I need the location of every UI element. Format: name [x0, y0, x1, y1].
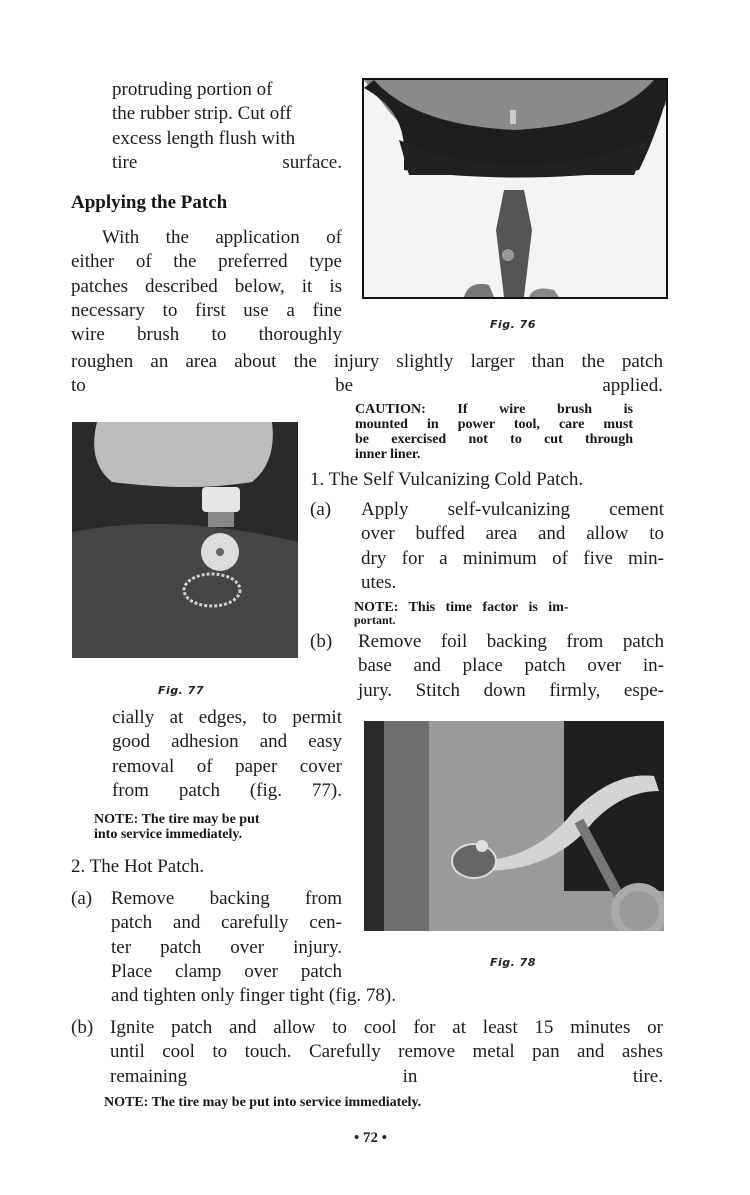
- step-2a-text: [111, 887, 396, 1008]
- text-line: inner liner.: [355, 447, 421, 462]
- text-line: tire surface.: [112, 151, 342, 173]
- step-1-title-text: The Self Vulcanizing Cold Patch.: [328, 469, 584, 490]
- text-line: until cool to touch. Carefully remove metal pan and ashes: [110, 1041, 663, 1063]
- step-1a-note: [354, 600, 626, 626]
- step-2-title-text: The Hot Patch.: [89, 856, 205, 877]
- figure-76-caption: Fig. 76: [490, 318, 536, 331]
- text-line: wire brush to thoroughly: [71, 324, 342, 346]
- text-line: protruding portion of: [112, 79, 273, 100]
- text-line: portant.: [354, 613, 396, 627]
- text-line: removal of paper cover: [112, 755, 342, 777]
- text-line: necessary to first use a fine: [71, 299, 342, 321]
- step-2b-note: NOTE: The tire may be put into service immediately.: [104, 1095, 422, 1110]
- step-2-title: [71, 855, 204, 879]
- text-line: With the application of: [102, 227, 342, 248]
- text-line: patch and carefully cen-: [111, 912, 342, 934]
- section-heading: Applying the Patch: [71, 192, 228, 213]
- section-paragraph: [71, 226, 342, 347]
- text-line: CAUTION: If wire brush is: [355, 402, 633, 417]
- text-line: Remove foil backing from patch: [358, 631, 664, 652]
- step-1-number: 1.: [310, 469, 325, 490]
- text-line: cially at edges, to permit: [112, 707, 342, 728]
- text-line: over buffed area and allow to: [361, 523, 664, 545]
- text-line: from patch (fig. 77).: [112, 779, 342, 801]
- text-line: dry for a minimum of five min-: [361, 547, 664, 569]
- step-1b-label: (b): [310, 631, 333, 652]
- text-line: Place clamp over patch: [111, 960, 342, 982]
- text-line: to be applied.: [71, 375, 663, 397]
- text-line: good adhesion and easy: [112, 731, 342, 753]
- text-line: either of the preferred type: [71, 251, 342, 273]
- intro-paragraph: [112, 78, 342, 175]
- text-line: Ignite patch and allow to cool for at least 15 minutes or: [110, 1017, 663, 1038]
- step-1-title: [310, 468, 665, 492]
- text-line: be exercised not to cut through: [355, 432, 633, 447]
- step-1a-label: (a): [310, 499, 332, 520]
- text-line: Remove backing from: [111, 888, 342, 909]
- figure-76-image: [362, 78, 668, 299]
- text-line: mounted in power tool, care must: [355, 417, 633, 432]
- step-2-number: 2.: [71, 856, 86, 877]
- text-line: patches described below, it is: [71, 275, 342, 297]
- text-line: Apply self-vulcanizing cement: [361, 499, 664, 520]
- step-1b-text-continued: [112, 706, 342, 803]
- text-line: roughen an area about the injury slightly larger than the patch: [71, 351, 663, 372]
- text-line: into service immediately.: [94, 827, 243, 842]
- step-2a-label: (a): [71, 888, 93, 909]
- figure-77-image: [72, 422, 298, 658]
- text-line: base and place patch over in-: [358, 655, 664, 677]
- step-2b-label: (b): [71, 1017, 94, 1038]
- step-2b-text: [110, 1016, 663, 1089]
- caution-note: [355, 402, 633, 462]
- figure-78-caption: Fig. 78: [490, 956, 536, 969]
- step-1b-text: [358, 630, 664, 703]
- page-number: • 72 •: [354, 1130, 388, 1146]
- text-line: and tighten only finger tight (fig. 78).: [111, 985, 396, 1007]
- section-paragraph-continued: [71, 350, 663, 399]
- patch-stitcher-illustration: [72, 422, 298, 658]
- figure-77-caption: Fig. 77: [158, 684, 204, 697]
- hot-patch-clamp-illustration: [364, 721, 664, 931]
- tire-pliers-illustration: [364, 80, 666, 297]
- figure-78-image: [364, 721, 664, 931]
- step-1a-text: [361, 498, 664, 595]
- text-line: NOTE: The tire may be put: [94, 812, 260, 827]
- text-line: remaining in tire.: [110, 1065, 663, 1087]
- text-line: ter patch over injury.: [111, 936, 342, 958]
- text-line: utes.: [361, 571, 397, 593]
- step-1b-note: [94, 812, 334, 842]
- text-line: NOTE: This time factor is im-: [354, 600, 569, 615]
- text-line: the rubber strip. Cut off: [112, 103, 292, 125]
- text-line: excess length flush with: [112, 127, 296, 149]
- text-line: jury. Stitch down firmly, espe-: [358, 679, 664, 701]
